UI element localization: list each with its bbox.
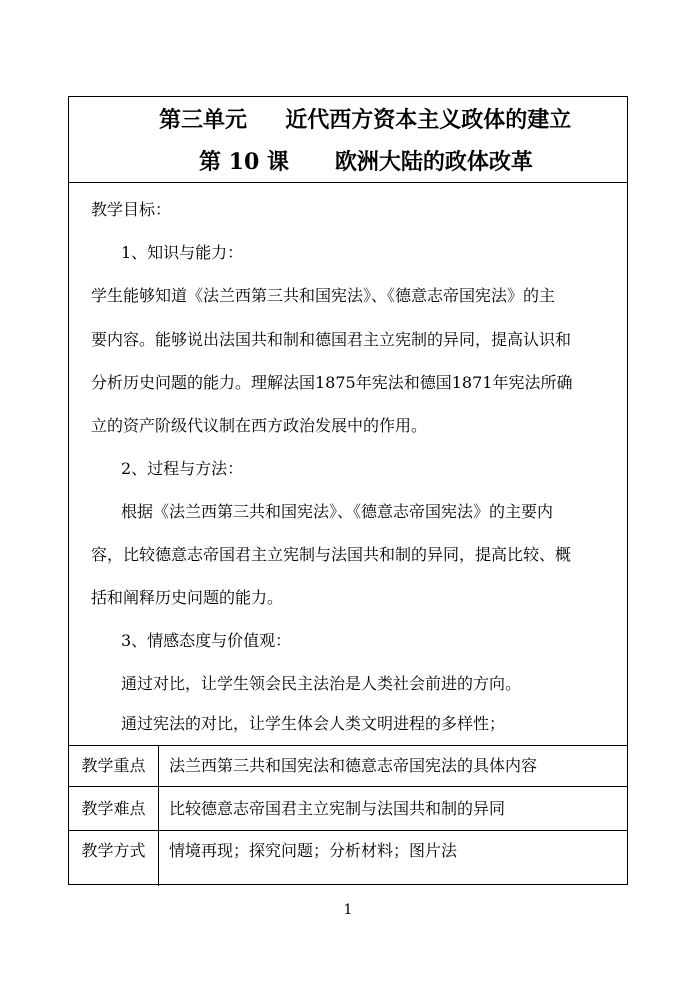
section3-heading: 3、情感态度与价值观：	[121, 631, 292, 650]
row-label: 教学难点	[69, 787, 159, 830]
objectives-cell	[69, 183, 627, 746]
row-label: 教学方式	[69, 831, 159, 886]
row-value: 比较德意志帝国君主立宪制与法国共和制的异同	[169, 799, 506, 818]
title-block	[69, 97, 627, 183]
row-value: 情境再现；探究问题；分析材料；图片法	[169, 841, 458, 860]
section1-line: 学生能够知道《法兰西第三共和国宪法》、《德意志帝国宪法》的主	[91, 286, 556, 305]
unit-title: 第三单元 近代西方资本主义政体的建立	[159, 107, 572, 133]
section2-line: 根据《法兰西第三共和国宪法》、《德意志帝国宪法》的主要内	[121, 502, 554, 521]
section3-line: 通过宪法的对比，让学生体会人类文明进程的多样性；	[121, 714, 506, 733]
lesson-plan-table	[68, 96, 628, 885]
table-row-method	[69, 831, 627, 886]
section3-line: 通过对比，让学生领会民主法治是人类社会前进的方向。	[121, 674, 522, 693]
lesson-title: 第 10 课 欧洲大陆的政体改革	[199, 149, 533, 175]
section1-line: 分析历史问题的能力。理解法国1875年宪法和德国1871年宪法所确	[91, 373, 573, 392]
section2-line: 容，比较德意志帝国君主立宪制与法国共和制的异同，提高比较、概	[91, 545, 572, 564]
section1-heading: 1、知识与能力：	[121, 243, 244, 262]
section1-line: 要内容。能够说出法国共和制和德国君主立宪制的异同，提高认识和	[91, 330, 572, 349]
row-value: 法兰西第三共和国宪法和德意志帝国宪法的具体内容	[169, 756, 538, 775]
row-label: 教学重点	[69, 746, 159, 786]
objectives-heading: 教学目标：	[91, 200, 172, 219]
table-row-difficulty	[69, 787, 627, 831]
page-number: 1	[343, 902, 353, 918]
section1-line: 立的资产阶级代议制在西方政治发展中的作用。	[91, 416, 428, 435]
section2-heading: 2、过程与方法：	[121, 459, 244, 478]
section2-line: 括和阐释历史问题的能力。	[91, 588, 284, 607]
table-row-key-point	[69, 746, 627, 787]
